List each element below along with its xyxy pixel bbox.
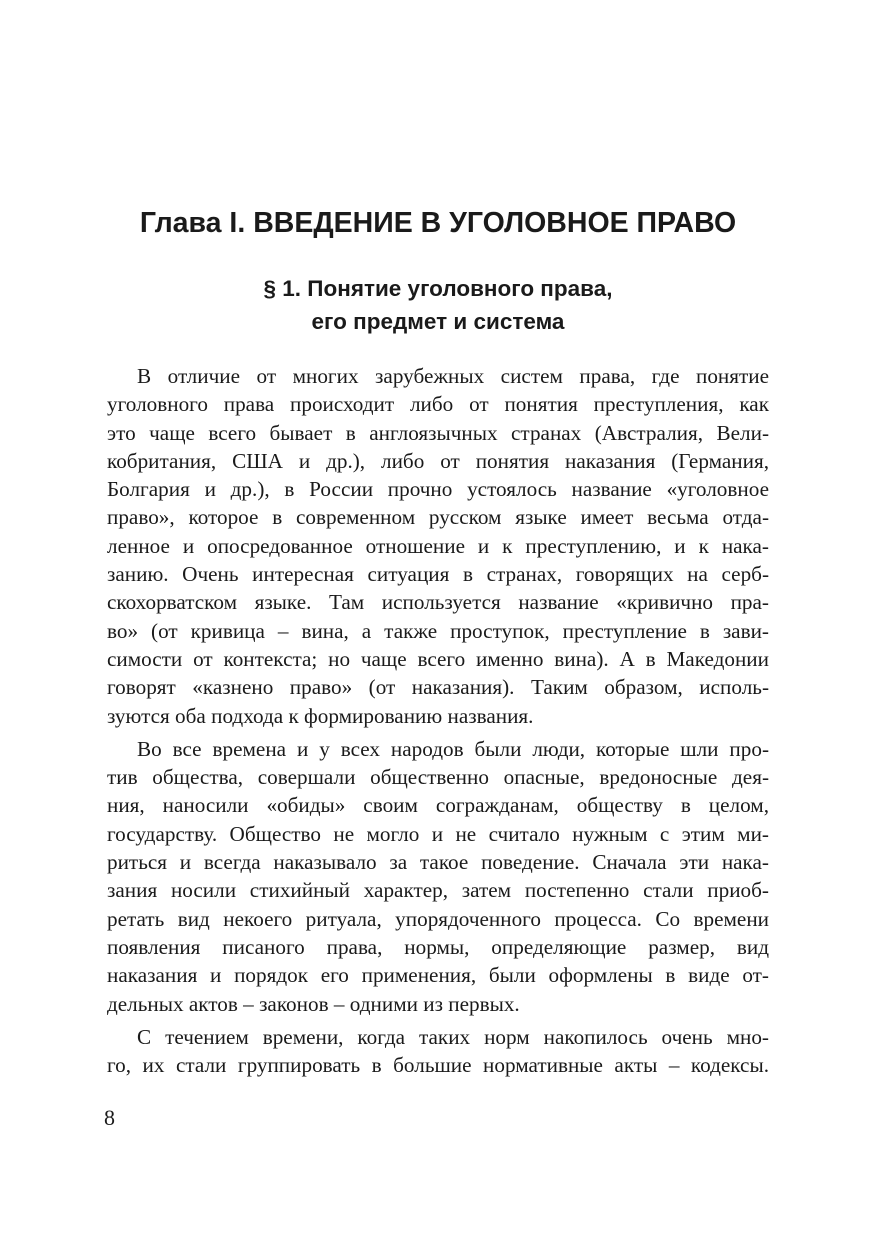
text-line: зуются оба подхода к формированию названия. bbox=[107, 703, 534, 728]
text-line: государству. Общество не могло и не считало нужным с этим ми- bbox=[107, 821, 769, 846]
paragraph-3 bbox=[107, 1023, 769, 1080]
text-line: Болгария и др.), в России прочно устоялось название «уголовное bbox=[107, 477, 769, 502]
text-line: ния, наносили «обиды» своим согражданам, обществу в целом, bbox=[107, 793, 769, 818]
text-line: кобритания, США и др.), либо от понятия наказания (Германия, bbox=[107, 448, 769, 473]
text-line: Во все времена и у всех народов были люди, которые шли про- bbox=[137, 736, 769, 761]
page-number: 8 bbox=[104, 1105, 115, 1130]
body-text bbox=[107, 362, 769, 1084]
text-line: ретать вид некоего ритуала, упорядоченного процесса. Со времени bbox=[107, 906, 769, 931]
text-line: право», которое в современном русском языке имеет весьма отда- bbox=[107, 505, 769, 530]
text-line: говорят «казнено право» (от наказания). Таким образом, исполь- bbox=[107, 675, 769, 700]
text-line: зания носили стихийный характер, затем постепенно стали приоб- bbox=[107, 878, 769, 903]
text-line: симости от контекста; но чаще всего именно вина). А в Македонии bbox=[107, 646, 769, 671]
section-title-line-1: § 1. Понятие уголовного права, bbox=[263, 276, 613, 301]
text-line: тив общества, совершали общественно опасные, вредоносные дея- bbox=[107, 765, 769, 790]
text-line: во» (от кривица – вина, а также проступок, преступление в зави- bbox=[107, 618, 769, 643]
chapter-title: Глава I. ВВЕДЕНИЕ В УГОЛОВНОЕ ПРАВО bbox=[139, 207, 737, 239]
text-line: С течением времени, когда таких норм накопилось очень мно- bbox=[137, 1024, 769, 1049]
text-line: занию. Очень интересная ситуация в странах, говорящих на серб- bbox=[107, 562, 769, 587]
text-line: дельных актов – законов – одними из первых. bbox=[107, 991, 520, 1016]
text-line: наказания и порядок его применения, были оформлены в виде от- bbox=[107, 963, 769, 988]
paragraph-1 bbox=[107, 362, 769, 730]
text-line: скохорватском языке. Там используется название «кривично пра- bbox=[107, 590, 769, 615]
section-title bbox=[0, 272, 876, 338]
text-line: В отличие от многих зарубежных систем права, где понятие bbox=[137, 364, 769, 388]
text-line: го, их стали группировать в большие нормативные акты – кодексы. bbox=[107, 1053, 769, 1078]
text-line: появления писаного права, нормы, определяющие размер, вид bbox=[107, 934, 769, 959]
paragraph-2 bbox=[107, 735, 769, 1018]
text-line: уголовного права происходит либо от понятия преступления, как bbox=[107, 392, 769, 417]
text-line: ленное и опосредованное отношение и к преступлению, и к нака- bbox=[107, 533, 769, 558]
text-line: риться и всегда наказывало за такое поведение. Сначала эти нака- bbox=[107, 850, 769, 875]
text-line: это чаще всего бывает в англоязычных странах (Австралия, Вели- bbox=[107, 420, 769, 445]
section-title-line-2: его предмет и система bbox=[311, 309, 565, 334]
